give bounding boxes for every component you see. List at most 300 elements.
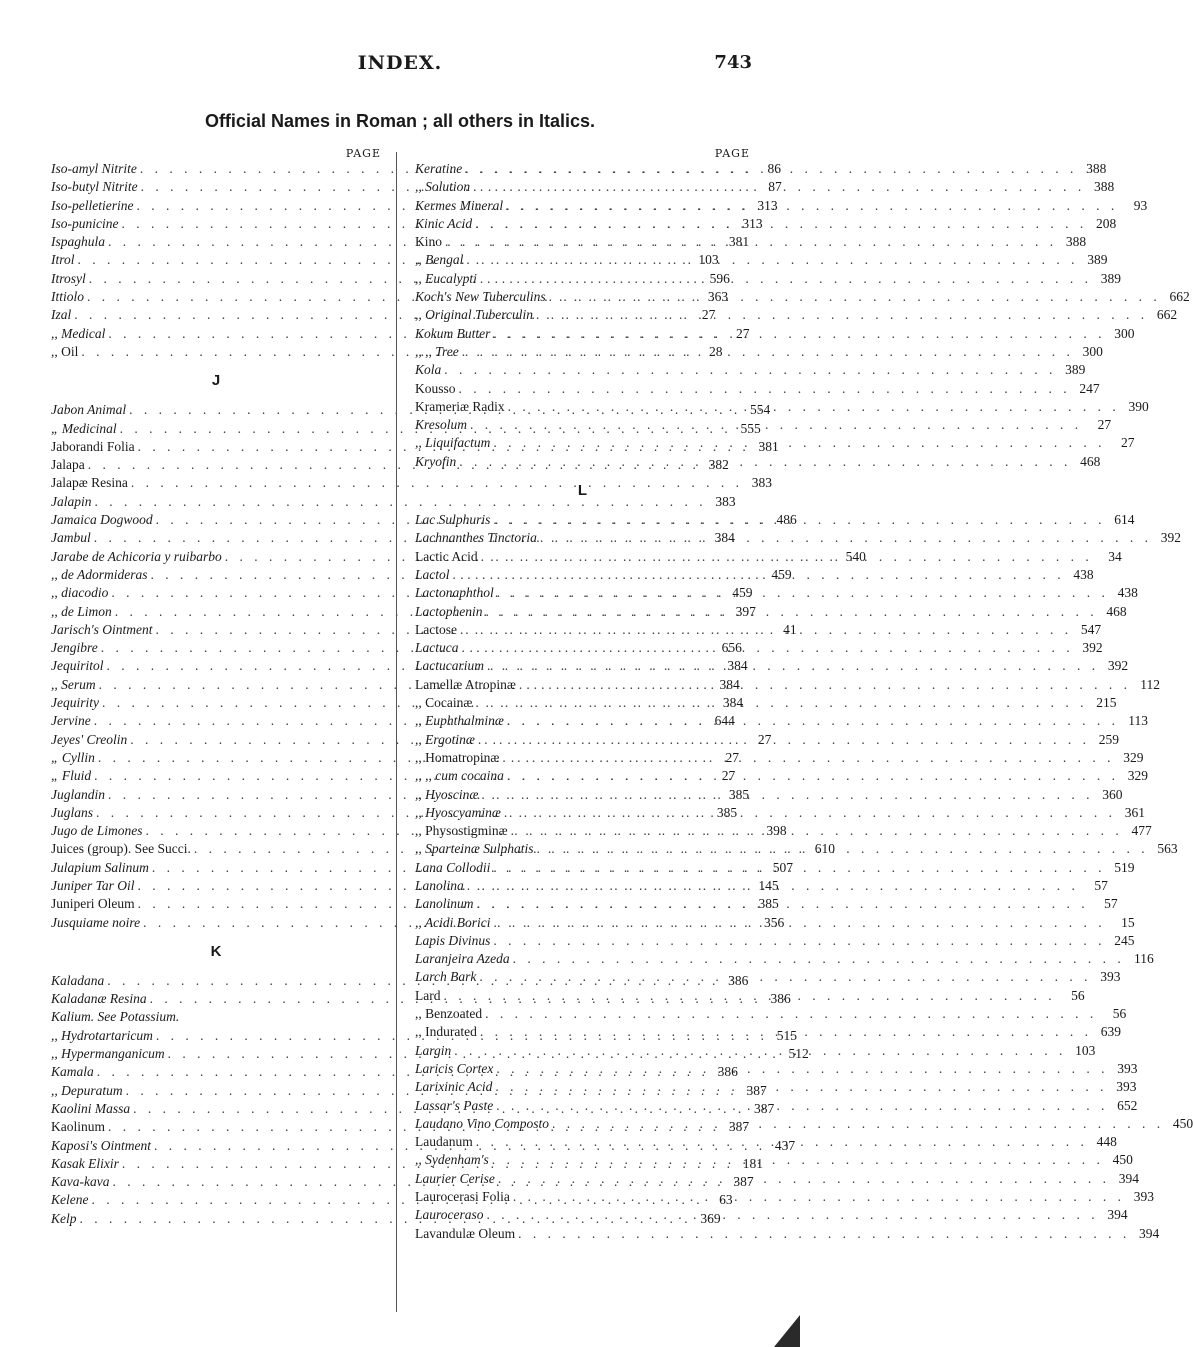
entry-name: Jusquiame noire [51, 914, 141, 930]
entry-page: 386 [717, 1064, 738, 1080]
leader-dots [513, 1188, 1125, 1206]
entry-page: 459 [771, 566, 792, 582]
entry-page: 381 [728, 234, 750, 250]
entry-name: Larixinic Acid [415, 1079, 493, 1095]
entry-name: Kokum Butter [415, 325, 491, 341]
entry-page: 247 [1079, 380, 1100, 396]
entry-name: Kelene [51, 1192, 89, 1208]
entry-name: Krameriæ Radix [415, 398, 505, 414]
index-entry [415, 1060, 1138, 1078]
entry-name: ,, Acidi Borici [415, 914, 491, 930]
entry-name: Lactol [415, 566, 450, 582]
index-subtitle: Official Names in Roman ; all others in Italics. [204, 111, 596, 131]
index-entry [415, 968, 1121, 986]
entry-page: 384 [719, 676, 740, 692]
entry-page: 57 [1094, 877, 1108, 893]
leader-dots [494, 914, 1106, 932]
entry-page: 385 [758, 896, 779, 912]
entry-name: ,, diacodio [51, 585, 109, 601]
entry-page: 393 [1116, 1079, 1137, 1095]
index-entry [415, 380, 1100, 398]
leader-dots [493, 932, 1105, 950]
entry-name: ,, Euphthalminæ [415, 713, 504, 729]
entry-name: Lactose [415, 621, 457, 637]
leader-dots [475, 694, 1087, 712]
entry-name: Laurier Cerise [415, 1170, 495, 1186]
entry-page: 28 [709, 343, 723, 359]
index-entry [415, 233, 1087, 251]
entry-page: 662 [1169, 289, 1190, 305]
entry-page: 381 [758, 438, 779, 454]
entry-name: „ Fluid [51, 768, 92, 784]
entry-name: Laranjeira Azeda [415, 951, 510, 967]
entry-name: ,, Hyoscinæ [415, 786, 479, 802]
entry-page: 547 [1080, 621, 1102, 637]
entry-page: 27 [721, 768, 736, 784]
leader-dots [493, 859, 1105, 877]
entry-page: 63 [719, 1192, 733, 1208]
leader-dots [540, 529, 1152, 547]
leader-dots [504, 804, 1116, 822]
entry-name: Lac Sulphuris [415, 512, 491, 528]
entry-name: Jalapin [51, 493, 92, 509]
leader-dots [479, 968, 1091, 986]
entry-page: 56 [1071, 987, 1085, 1003]
entry-name: Juniper Tar Oil [51, 877, 135, 893]
index-entry [415, 1188, 1154, 1206]
entry-name: Kaladanæ Resina [51, 991, 147, 1007]
entry-page: 438 [1073, 566, 1094, 582]
entry-page: 27 [1097, 417, 1112, 433]
entry-name: Jalapa [51, 457, 85, 473]
entry-page: 34 [1108, 548, 1122, 564]
entry-name: ,, de Limon [51, 603, 112, 619]
leader-dots [443, 987, 1055, 1005]
section-letter: L [577, 482, 588, 500]
entry-name: Kelp [51, 1210, 77, 1226]
index-entry [415, 950, 1154, 968]
entry-page: 112 [1140, 676, 1160, 692]
entry-page: 477 [1131, 823, 1152, 839]
index-entry [415, 786, 1123, 804]
leader-dots [513, 950, 1125, 968]
leader-dots [493, 511, 1105, 529]
leader-dots [493, 434, 1105, 452]
entry-page: 27 [735, 325, 750, 341]
leader-dots [467, 877, 1079, 895]
leader-dots [462, 639, 1074, 657]
entry-name: Lactonaphthol [415, 585, 494, 601]
entry-name: Iso-pelletierine [51, 197, 134, 213]
leader-dots [475, 215, 1087, 233]
entry-page: 450 [1172, 1115, 1193, 1131]
page-number: 743 [714, 52, 752, 73]
index-entry [415, 657, 1129, 675]
entry-page: 103 [1075, 1042, 1096, 1058]
entry-page: 383 [715, 493, 736, 509]
entry-page: 448 [1096, 1134, 1117, 1150]
leader-dots [480, 270, 1092, 288]
entry-name: ,, Hypermanganicum [51, 1046, 165, 1062]
entry-page: 103 [698, 252, 719, 268]
entry-page: 438 [1117, 585, 1138, 601]
entry-name: Kryofin [415, 453, 457, 469]
leader-dots [537, 840, 1149, 858]
entry-page: 394 [1107, 1207, 1128, 1223]
leader-dots [473, 178, 1085, 196]
entry-page: 540 [845, 548, 866, 564]
index-entry [415, 1206, 1128, 1224]
entry-page: 393 [1100, 969, 1121, 985]
entry-name: ,, ,, cum cocaina [415, 768, 504, 784]
leader-dots [466, 251, 1078, 269]
entry-page: 27 [1121, 435, 1135, 451]
entry-name: ,, Medical [51, 325, 106, 341]
entry-name: Lanolina [415, 877, 464, 893]
leader-dots [453, 566, 1065, 584]
entry-page: 56 [1112, 1006, 1127, 1022]
entry-name: Kava-kava [51, 1174, 110, 1190]
entry-page: 41 [783, 621, 797, 637]
entry-name: Lachnanthes Tinctoria [415, 530, 537, 546]
leader-dots [460, 621, 1072, 639]
entry-page: 459 [732, 585, 753, 601]
entry-name: Kaposi's Ointment [51, 1137, 152, 1153]
entry-name: Kasak Elixir [51, 1155, 119, 1171]
entry-page: 515 [776, 1027, 797, 1043]
entry-page: 555 [740, 420, 761, 436]
index-entry [415, 325, 1135, 343]
entry-page: 385 [716, 804, 738, 820]
leader-dots [497, 584, 1109, 602]
entry-page: 384 [714, 530, 735, 546]
entry-name: Kousso [415, 380, 456, 396]
entry-page: 398 [766, 823, 787, 839]
leader-dots [496, 1060, 1108, 1078]
entry-name: ,, Serum [51, 676, 96, 692]
entry-name: Kermes Mineral [415, 197, 504, 213]
entry-name: Kino [415, 234, 442, 250]
entry-name: ,, Homatropinæ [415, 749, 500, 765]
entry-page: 361 [1124, 804, 1145, 820]
entry-page: 512 [788, 1046, 809, 1062]
entry-name: Lanolinum [415, 896, 474, 912]
entry-page: 329 [1123, 749, 1144, 765]
entry-name: Lactic Acid [415, 548, 478, 564]
entry-name: ,, ,, Tree [415, 343, 459, 359]
entry-page: 386 [728, 972, 749, 988]
entry-page: 15 [1121, 914, 1135, 930]
entry-page: 385 [728, 786, 750, 802]
entry-name: Lactucarium [415, 658, 484, 674]
entry-name: Kaladana [51, 972, 105, 988]
entry-page: 113 [1128, 713, 1149, 729]
entry-page: 390 [1128, 398, 1149, 414]
index-entry [415, 767, 1148, 785]
entry-name: Itrosyl [51, 270, 86, 286]
leader-dots [459, 380, 1071, 398]
index-entry [51, 493, 736, 511]
leader-dots [487, 1206, 1099, 1224]
entry-page: 181 [742, 1155, 763, 1171]
entry-name: Izal [51, 307, 72, 323]
entry-name: Iso-punicine [51, 215, 119, 231]
index-entry [415, 804, 1145, 822]
entry-name: ,, Eucalypti [415, 270, 477, 286]
entry-name: Jaborandi Folia [51, 438, 135, 454]
entry-page: 386 [770, 991, 791, 1007]
leader-dots [493, 325, 1105, 343]
entry-name: Jambul [51, 530, 91, 546]
entry-page: 300 [1082, 343, 1103, 359]
index-entry [415, 1225, 1160, 1243]
index-entry [415, 361, 1086, 379]
entry-name: Itrol [51, 252, 75, 268]
entry-name: Jamaica Dogwood [51, 512, 153, 528]
entry-page: 87 [768, 179, 782, 195]
entry-page: 397 [735, 603, 756, 619]
index-entry [415, 1115, 1193, 1133]
leader-dots [486, 603, 1098, 621]
index-entry [415, 453, 1101, 471]
index-entry [415, 306, 1178, 324]
entry-page: 356 [763, 914, 785, 930]
entry-name: „ Cyllin [51, 749, 95, 765]
leader-dots [480, 1023, 1092, 1041]
leader-dots [477, 895, 1089, 913]
entry-page: 259 [1098, 731, 1120, 747]
entry-page: 27 [757, 731, 772, 747]
leader-dots [552, 1115, 1164, 1133]
entry-name: ,, Hyoscyaminæ [415, 804, 501, 820]
leader-dots [507, 712, 1119, 730]
entry-page: 382 [708, 457, 729, 473]
entry-name: Laudano Vino Composto [415, 1115, 550, 1131]
leader-dots [465, 160, 1077, 178]
entry-page: 215 [1096, 695, 1117, 711]
entry-page: 57 [1104, 896, 1118, 912]
entry-page: 27 [725, 749, 740, 765]
entry-name: ,, Indurated [415, 1024, 477, 1040]
entry-name: ,, Liquifactum [415, 435, 491, 451]
index-entry [415, 694, 1117, 712]
entry-page: 388 [1094, 179, 1115, 195]
entry-page: 388 [1086, 161, 1107, 176]
entry-name: Jequirity [51, 695, 99, 711]
leader-dots [518, 1225, 1130, 1243]
entry-name: Juglans [51, 804, 93, 820]
entry-name: Jengibre [51, 640, 98, 656]
entry-page: 644 [714, 713, 735, 729]
entry-page: 519 [1114, 859, 1135, 875]
index-entry [415, 343, 1103, 361]
entry-page: 437 [774, 1137, 796, 1153]
entry-name: „ Medicinal [51, 420, 117, 436]
entry-page: 554 [750, 402, 771, 418]
entry-page: 468 [1106, 603, 1127, 619]
leader-dots [519, 676, 1131, 694]
entry-name: Larch Bark [415, 969, 477, 985]
entry-page: 27 [701, 307, 716, 323]
entry-page: 394 [1138, 1225, 1160, 1241]
index-entry [415, 676, 1160, 694]
index-entry [415, 1005, 1127, 1023]
leader-dots [498, 1170, 1110, 1188]
index-entry [415, 288, 1190, 306]
entry-name: ,, Original Tuberculin [415, 307, 534, 323]
entry-page: 208 [1096, 215, 1117, 231]
entry-page: 392 [1160, 530, 1182, 546]
section-letter: K [210, 942, 222, 960]
entry-name: Jalapæ Resina [51, 475, 128, 491]
entry-name: Jervine [51, 713, 91, 729]
leader-dots [502, 749, 1114, 767]
entry-name: Jarisch's Ointment [51, 621, 153, 637]
running-head-title: INDEX. [357, 52, 443, 74]
entry-name: ,, Bengal [415, 252, 464, 268]
entry-name: Lamellæ Atropinæ [415, 676, 516, 692]
entry-name: Keratine [415, 161, 463, 176]
entry-name: ,, Physostigminæ [415, 823, 508, 839]
leader-dots [485, 1005, 1097, 1023]
entry-name: Jugo de Limones [51, 823, 143, 839]
entry-page: 563 [1157, 841, 1178, 857]
entry-name: Iso-amyl Nitrite [51, 161, 137, 176]
entry-page: 387 [746, 1082, 767, 1098]
entry-name: ,, Depuratum [51, 1082, 123, 1098]
entry-name: Ittiolo [51, 289, 84, 305]
entry-page: 93 [1133, 197, 1148, 213]
entry-page: 468 [1080, 453, 1101, 469]
entry-page: 656 [721, 640, 742, 656]
leader-dots [459, 453, 1071, 471]
entry-page: 360 [1102, 786, 1123, 802]
entry-page: 384 [722, 695, 744, 711]
entry-page: 610 [814, 841, 835, 857]
entry-page: 300 [1114, 325, 1135, 341]
leader-dots [487, 657, 1099, 675]
leader-dots [444, 361, 1056, 379]
entry-name: Ispaghula [51, 234, 105, 250]
entry-page: 387 [728, 1119, 750, 1135]
leader-dots [506, 197, 1118, 215]
entry-name: Laurocerasi Folia [415, 1189, 510, 1205]
entry-name: Largin [415, 1042, 452, 1058]
entry-page: 614 [1114, 512, 1135, 528]
entry-name: Laricis Cortex [415, 1060, 494, 1076]
entry-page: 394 [1118, 1170, 1140, 1186]
entry-name: ,, Oil [51, 343, 79, 359]
entry-name: Jarabe de Achicoria y ruibarbo [51, 548, 222, 564]
entry-page: 329 [1127, 768, 1148, 784]
page-column-label: PAGE [714, 147, 750, 160]
index-entry [415, 712, 1149, 730]
entry-page: 245 [1114, 932, 1135, 948]
entry-page: 387 [754, 1100, 775, 1116]
entry-page: 389 [1100, 270, 1121, 286]
page-corner-mark [774, 1315, 800, 1347]
entry-name: Lavandulæ Oleum [415, 1225, 516, 1241]
leader-dots [549, 288, 1161, 306]
entry-page: 450 [1112, 1152, 1133, 1168]
entry-name: ,, Solution [415, 179, 471, 195]
entry-page: 387 [733, 1174, 754, 1190]
entry-page: 369 [700, 1210, 721, 1226]
leader-dots [454, 1042, 1066, 1060]
index-entry [415, 603, 1127, 621]
entry-name: Iso-butyl Nitrite [51, 179, 138, 195]
index-entry [415, 749, 1144, 767]
entry-page: 596 [709, 270, 730, 286]
index-entry [415, 270, 1121, 288]
entry-name: Kresolum [415, 417, 468, 433]
entry-name: Kinic Acid [415, 215, 473, 231]
index-entry [415, 932, 1135, 950]
entry-page: 486 [776, 512, 797, 528]
leader-dots [481, 786, 1093, 804]
index-entry [51, 1008, 381, 1026]
leader-dots [478, 731, 1090, 749]
entry-name: Juices (group). See Succi. [51, 841, 191, 857]
index-entry [415, 251, 1108, 269]
entry-name: Lactuca [415, 640, 459, 656]
page-column-label: PAGE [345, 147, 381, 160]
leader-dots [536, 306, 1148, 324]
index-entry [415, 1170, 1140, 1188]
leader-dots [507, 767, 1119, 785]
entry-name: Lapis Divinus [415, 932, 491, 948]
leader-dots [496, 1097, 1108, 1115]
entry-name: Lana Collodii [415, 859, 491, 875]
entry-page: 392 [1082, 640, 1103, 656]
entry-name: Jeyes' Creolin [51, 731, 128, 747]
leader-dots [481, 548, 1093, 566]
entry-name: Kola [415, 362, 442, 378]
leader-dots [508, 398, 1120, 416]
entry-name: ,, Benzoated [415, 1006, 483, 1022]
entry-name: Kaolini Massa [51, 1100, 131, 1116]
entry-page: 639 [1100, 1024, 1121, 1040]
entry-page: 383 [751, 475, 772, 491]
entry-page: 393 [1117, 1060, 1138, 1076]
leader-dots [495, 1078, 1107, 1096]
entry-page: 313 [757, 197, 778, 213]
entry-name: Jequiritol [51, 658, 104, 674]
leader-dots [476, 1133, 1088, 1151]
entry-page: 363 [707, 289, 729, 305]
entry-page: 393 [1133, 1189, 1154, 1205]
entry-name: Lauroceraso [415, 1207, 484, 1223]
entry-name: Julapium Salinum [51, 859, 149, 875]
entry-name: Lassar's Paste [415, 1097, 494, 1113]
entry-name: ,, Cocainæ [415, 695, 473, 711]
entry-name: ,, Hydrotartaricum [51, 1027, 153, 1043]
entry-name: Juniperi Oleum [51, 896, 135, 912]
entry-name: Kamala [51, 1064, 94, 1080]
entry-page: 145 [758, 877, 779, 893]
entry-name: Jabon Animal [51, 402, 127, 418]
entry-page: 662 [1156, 307, 1178, 323]
leader-dots [462, 343, 1074, 361]
entry-name: Laudanum [415, 1134, 473, 1150]
entry-page: 313 [742, 215, 763, 231]
entry-page: 507 [772, 859, 793, 875]
section-letter: J [211, 372, 221, 390]
entry-name: Lard [415, 987, 441, 1003]
index-entry [415, 639, 1103, 657]
leader-dots [445, 233, 1057, 251]
entry-name: ,, Ergotinæ [415, 731, 475, 747]
